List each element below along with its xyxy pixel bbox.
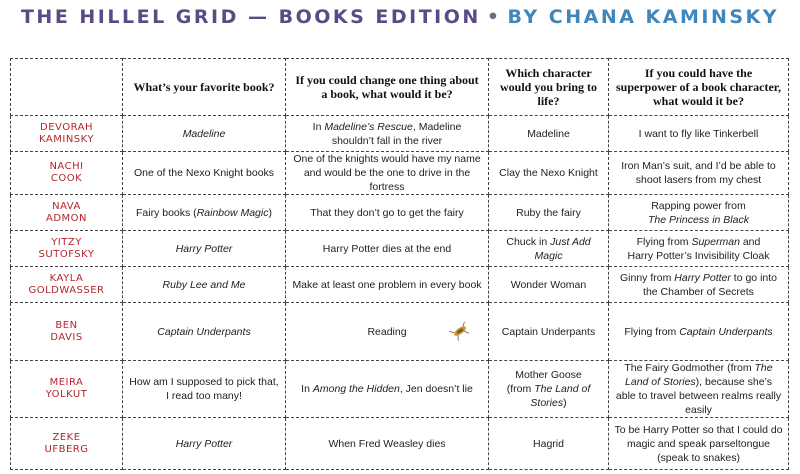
title-separator: • bbox=[486, 6, 502, 28]
table-row bbox=[11, 303, 789, 361]
table-row bbox=[11, 152, 789, 195]
change-cell: One of the knights would have my name and would be the one to drive in the fortress bbox=[286, 152, 489, 195]
table-row bbox=[11, 267, 789, 303]
header-favorite-book: What’s your favorite book? bbox=[123, 59, 286, 116]
last-name: SUTOFSKY bbox=[38, 248, 95, 260]
student-name bbox=[11, 361, 123, 418]
superpower-cell: Flying from Superman and Harry Potter’s Invisibility Cloak bbox=[609, 231, 789, 267]
title-byline: BY CHANA KAMINSKY bbox=[507, 6, 780, 28]
table-row bbox=[11, 361, 789, 418]
superpower-cell: Ginny from Harry Potter to go into the Chamber of Secrets bbox=[609, 267, 789, 303]
student-name bbox=[11, 418, 123, 470]
header-row bbox=[11, 59, 789, 116]
change-cell: In Among the Hidden, Jen doesn’t lie bbox=[286, 361, 489, 418]
change-cell: Make at least one problem in every book bbox=[286, 267, 489, 303]
page-title bbox=[0, 6, 800, 28]
superpower-cell: Iron Man’s suit, and I’d be able to shoot lasers from my chest bbox=[609, 152, 789, 195]
answer-grid bbox=[10, 58, 789, 470]
character-cell: Hagrid bbox=[489, 418, 609, 470]
first-name: MEIRA bbox=[49, 377, 84, 388]
student-name bbox=[11, 116, 123, 152]
favorite-book-cell: Captain Underpants bbox=[123, 303, 286, 361]
first-name: KAYLA bbox=[49, 272, 84, 284]
superpower-cell: I want to fly like Tinkerbell bbox=[609, 116, 789, 152]
favorite-book-cell: Fairy books (Rainbow Magic) bbox=[123, 195, 286, 231]
table-row bbox=[11, 195, 789, 231]
character-cell: Captain Underpants bbox=[489, 303, 609, 361]
student-name bbox=[11, 267, 123, 303]
character-cell: Mother Goose (from The Land of Stories) bbox=[489, 361, 609, 418]
favorite-book-cell: How am I supposed to pick that, I read too many! bbox=[123, 361, 286, 418]
favorite-book-cell: Harry Potter bbox=[123, 231, 286, 267]
table-row bbox=[11, 231, 789, 267]
student-name bbox=[11, 303, 123, 361]
superpower-cell: The Fairy Godmother (from The Land of Stories), because she’s able to travel between realms really easily bbox=[609, 361, 789, 418]
header-change-book: If you could change one thing about a book, what would it be? bbox=[286, 59, 489, 116]
first-name: BEN bbox=[55, 319, 78, 331]
student-name bbox=[11, 195, 123, 231]
last-name: ADMON bbox=[45, 212, 88, 224]
favorite-book-cell: One of the Nexo Knight books bbox=[123, 152, 286, 195]
last-name: YOLKUT bbox=[45, 389, 88, 400]
student-name bbox=[11, 231, 123, 267]
character-cell: Wonder Woman bbox=[489, 267, 609, 303]
table-row bbox=[11, 116, 789, 152]
change-cell: When Fred Weasley dies bbox=[286, 418, 489, 470]
change-cell: That they don’t go to get the fairy bbox=[286, 195, 489, 231]
superpower-cell: Flying from Captain Underpants bbox=[609, 303, 789, 361]
first-name: NAVA bbox=[52, 200, 81, 212]
student-name bbox=[11, 152, 123, 195]
character-cell: Ruby the fairy bbox=[489, 195, 609, 231]
bug-icon bbox=[448, 321, 472, 341]
first-name: ZEKE bbox=[52, 431, 81, 443]
header-superpower: If you could have the superpower of a book character, what would it be? bbox=[609, 59, 789, 116]
header-blank bbox=[11, 59, 123, 116]
last-name: UFBERG bbox=[44, 443, 89, 455]
favorite-book-cell: Harry Potter bbox=[123, 418, 286, 470]
character-cell: Chuck in Just Add Magic bbox=[489, 231, 609, 267]
table-row bbox=[11, 418, 789, 470]
last-name: COOK bbox=[50, 173, 83, 184]
change-cell: Reading bbox=[286, 303, 489, 361]
favorite-book-cell: Madeline bbox=[123, 116, 286, 152]
last-name: KAMINSKY bbox=[39, 133, 94, 145]
title-main: THE HILLEL GRID — BOOKS EDITION bbox=[20, 6, 481, 28]
first-name: NACHI bbox=[49, 161, 84, 172]
character-cell: Clay the Nexo Knight bbox=[489, 152, 609, 195]
change-cell: Harry Potter dies at the end bbox=[286, 231, 489, 267]
first-name: YITZY bbox=[51, 236, 82, 248]
superpower-cell: Rapping power from The Princess in Black bbox=[609, 195, 789, 231]
first-name: DEVORAH bbox=[40, 121, 93, 133]
header-character: Which character would you bring to life? bbox=[489, 59, 609, 116]
change-cell: In Madeline’s Rescue, Madeline shouldn’t fall in the river bbox=[286, 116, 489, 152]
last-name: DAVIS bbox=[50, 331, 83, 343]
superpower-cell: To be Harry Potter so that I could do magic and speak parseltongue (speak to snakes) bbox=[609, 418, 789, 470]
character-cell: Madeline bbox=[489, 116, 609, 152]
last-name: GOLDWASSER bbox=[28, 284, 105, 296]
favorite-book-cell: Ruby Lee and Me bbox=[123, 267, 286, 303]
